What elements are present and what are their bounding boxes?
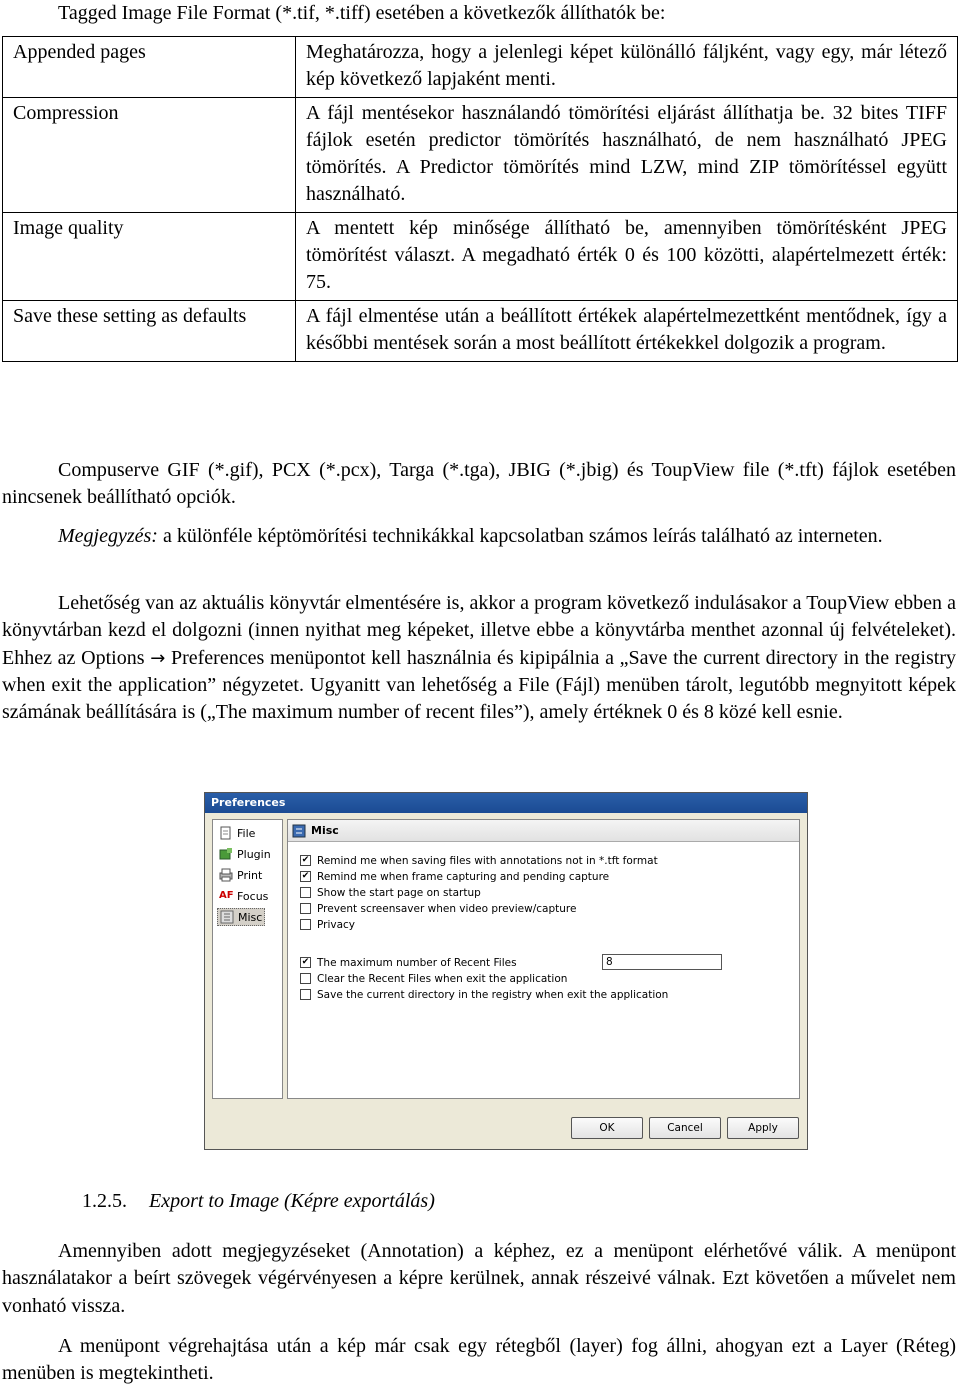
preferences-dialog xyxy=(204,792,808,1150)
intro-text: Tagged Image File Format (*.tif, *.tiff) esetében a következők állíthatók be: xyxy=(58,2,666,24)
table-row xyxy=(3,213,958,301)
section-title: Export to Image (Képre exportálás) xyxy=(149,1190,435,1212)
checkbox-label: Remind me when frame capturing and pending capture xyxy=(317,870,610,883)
dialog-title: Preferences xyxy=(205,793,807,813)
tiff-options-table xyxy=(2,36,958,362)
checkbox-remind-capture[interactable] xyxy=(300,869,609,884)
plugin-icon xyxy=(219,847,233,861)
misc-panel xyxy=(287,819,800,1099)
export-paragraph-2 xyxy=(2,1333,956,1388)
checkbox-label: Remind me when saving files with annotations not in *.tft format xyxy=(317,854,658,867)
note-paragraph xyxy=(2,523,956,550)
checkbox-label: Show the start page on startup xyxy=(317,886,481,899)
panel-title: Misc xyxy=(311,824,339,837)
panel-header xyxy=(288,820,799,842)
recent-files-input[interactable]: 8 xyxy=(602,954,722,970)
checkbox-unchecked-icon[interactable] xyxy=(300,887,311,898)
checkbox-unchecked-icon[interactable] xyxy=(300,903,311,914)
section-heading xyxy=(82,1188,435,1215)
checkbox-label: Clear the Recent Files when exit the application xyxy=(317,972,568,985)
nav-item-misc[interactable] xyxy=(217,908,265,926)
note-label: Megjegyzés: xyxy=(58,525,158,547)
nav-item-label: Misc xyxy=(238,910,263,924)
file-icon xyxy=(219,826,233,840)
checkbox-label: Save the current directory in the registry when exit the application xyxy=(317,988,669,1001)
print-icon xyxy=(219,868,233,882)
option-description: A fájl mentésekor használandó tömörítési eljárást állíthatja be. 32 bites TIFF fájlok esetén predictor tömörítés használható, de nem használható JPEG tömörítés. A Predictor tömörítés mind LZW, mind ZIP tömörítéssel együtt használható. xyxy=(296,98,958,213)
option-description: Meghatározza, hogy a jelenlegi képet különálló fáljként, vagy egy, már létező kép következő lapjaként menti. xyxy=(296,37,958,98)
checkbox-privacy[interactable] xyxy=(300,917,355,932)
option-description: A mentett kép minősége állítható be, amennyiben tömörítésként JPEG tömörítést választ. A megadható érték 0 és 100 közötti, alapértelmezett érték: 75. xyxy=(296,213,958,301)
checkbox-clear-recent[interactable] xyxy=(300,971,567,986)
option-description: A fájl elmentése után a beállított értékek alapértelmezettként mentődnek, így a későbbi mentések során a most beállított értékekkel dolgozik a program. xyxy=(296,301,958,362)
checkbox-start-page[interactable] xyxy=(300,885,481,900)
export-text-1: Amennyiben adott megjegyzéseket (Annotation) a képhez, ez a menüpont elérhetővé válik. A menüpont használatakor a beírt szövegek végérvényesen a képre kerülnek, annak részeivé válnak. Ezt követően a művelet nem vonható vissza. xyxy=(2,1240,956,1317)
checkbox-prevent-screensaver[interactable] xyxy=(300,901,576,916)
export-paragraph-1 xyxy=(2,1238,956,1320)
nav-item-focus[interactable] xyxy=(217,887,270,905)
checkbox-label: Prevent screensaver when video preview/capture xyxy=(317,902,577,915)
nav-item-label: Print xyxy=(237,868,263,882)
table-row xyxy=(3,37,958,98)
compuserve-text: Compuserve GIF (*.gif), PCX (*.pcx), Targa (*.tga), JBIG (*.jbig) és ToupView file (*.tft) fájlok esetében nincsenek beállítható opciók. xyxy=(2,459,956,509)
misc-icon xyxy=(220,910,234,924)
checkbox-max-recent-files[interactable] xyxy=(300,955,517,970)
option-label: Save these setting as defaults xyxy=(3,301,296,362)
arrow-icon: → xyxy=(150,647,166,669)
nav-item-label: Plugin xyxy=(237,847,271,861)
option-label: Image quality xyxy=(3,213,296,301)
checkbox-checked-icon[interactable]: ✔ xyxy=(301,957,310,967)
checkbox-remind-annotations[interactable] xyxy=(300,853,658,868)
table-row xyxy=(3,301,958,362)
note-text: a különféle képtömörítési technikákkal kapcsolatban számos leírás található az interneten. xyxy=(157,525,883,547)
misc-icon xyxy=(292,824,306,838)
option-label: Appended pages xyxy=(3,37,296,98)
section-number: 1.2.5. xyxy=(82,1190,127,1212)
compuserve-paragraph xyxy=(2,457,956,512)
checkbox-unchecked-icon[interactable] xyxy=(300,973,311,984)
library-text-2: Preferences menüpontot kell használnia és kipipálnia a „Save the current directory in the registry when exit the application” négyzetet. Ugyanitt van lehetőség a File (Fájl) menüben tárolt, legutóbb megnyitott képek számának beállítására is („The maximum number of recent files”), amely értéknek 0 és 8 közé kell esnie. xyxy=(2,646,956,724)
preferences-nav xyxy=(212,819,283,1099)
option-label: Compression xyxy=(3,98,296,213)
checkbox-label: Privacy xyxy=(317,918,356,931)
checkbox-unchecked-icon[interactable] xyxy=(300,989,311,1000)
checkbox-checked-icon[interactable]: ✔ xyxy=(301,871,310,881)
checkbox-save-directory[interactable] xyxy=(300,987,668,1002)
checkbox-label: The maximum number of Recent Files xyxy=(317,956,517,969)
checkbox-checked-icon[interactable]: ✔ xyxy=(301,855,310,865)
focus-icon: AF xyxy=(219,890,234,901)
library-paragraph xyxy=(2,590,956,726)
ok-button[interactable]: OK xyxy=(571,1117,643,1139)
export-text-2: A menüpont végrehajtása után a kép már csak egy rétegből (layer) fog állni, ahogyan ezt a Layer (Réteg) menüben is megtekintheti. xyxy=(2,1335,956,1385)
cancel-button[interactable]: Cancel xyxy=(649,1117,721,1139)
nav-item-print[interactable] xyxy=(217,866,264,884)
checkbox-unchecked-icon[interactable] xyxy=(300,919,311,930)
nav-item-file[interactable] xyxy=(217,824,257,842)
nav-item-plugin[interactable] xyxy=(217,845,273,863)
library-text-1: Lehetőség van az aktuális könyvtár elmentésére is, akkor a program következő indulásakor a ToupView ebben a könyvtárban kezd el dolgozni (innen nyithat meg képeket, illetve ebbe a könyvtárba menthet azonnal új felvételeket). Ehhez az Options xyxy=(2,592,956,669)
nav-item-label: File xyxy=(237,826,256,840)
nav-item-label: Focus xyxy=(237,889,269,903)
apply-button[interactable]: Apply xyxy=(727,1117,799,1139)
table-row xyxy=(3,98,958,213)
